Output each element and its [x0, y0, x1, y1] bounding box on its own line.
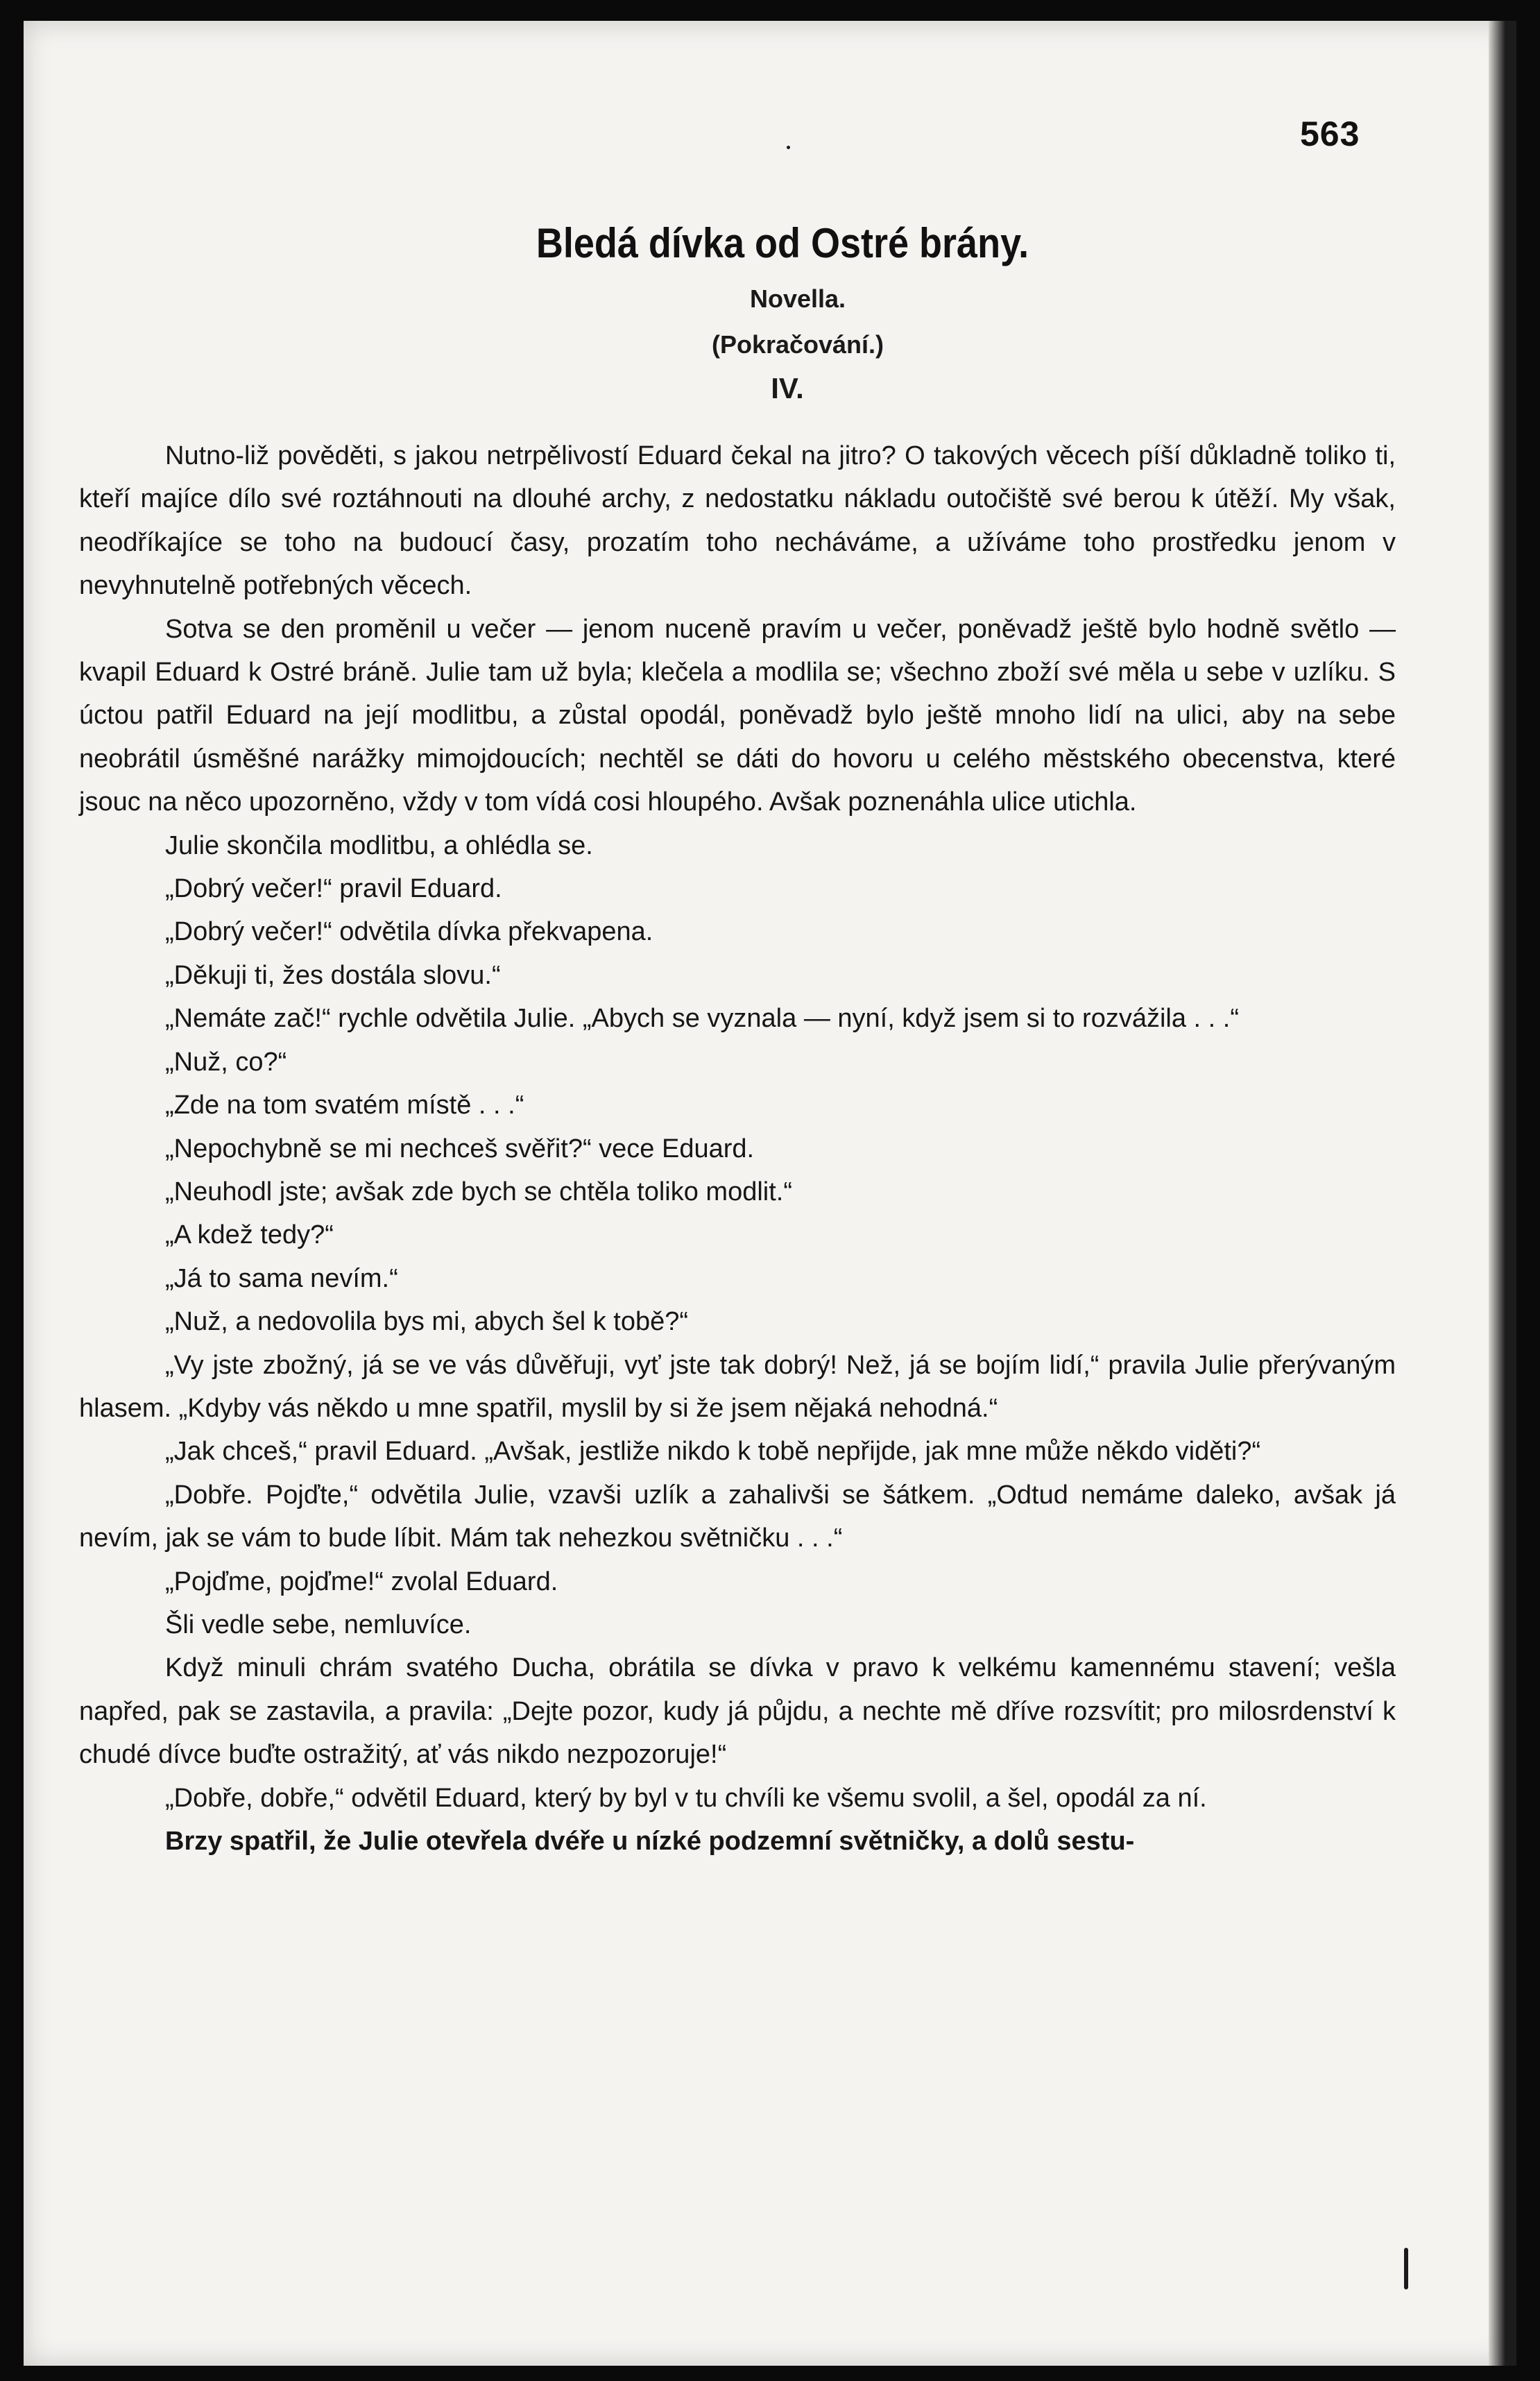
chapter-heading: IV.: [771, 372, 804, 404]
scan-speck: [1404, 2248, 1408, 2289]
paragraph-15: „Vy jste zbožný, já se ve vás důvěřuji, vyť jste tak dobrý! Než, já se bojím lidí,“ pravila Julie přerývaným hlasem. „Kdyby vás někdo u mne spatřil, myslil by si že jsem nějaká nehodná.“: [79, 1350, 1396, 1423]
paragraph-3: Julie skončila modlitbu, a ohlédla se.: [165, 830, 593, 860]
page-number: 563: [1300, 114, 1360, 153]
paragraph-5: „Dobrý večer!“ odvětila dívka překvapena.: [165, 917, 653, 947]
paragraph-18: „Pojďme, pojďme!“ zvolal Eduard.: [165, 1567, 558, 1596]
paragraph-10: „Nepochybně se mi nechceš svěřit?“ vece Eduard.: [165, 1134, 755, 1163]
paragraph-8: „Nuž, co?“: [165, 1047, 287, 1077]
paragraph-11: „Neuhodl jste; avšak zde bych se chtěla toliko modlit.“: [165, 1177, 792, 1206]
paragraph-12: „A kdež tedy?“: [165, 1220, 334, 1250]
book-page: [24, 21, 1516, 2366]
paragraph-2: Sotva se den proměnil u večer — jenom nuceně pravím u večer, poněvadž ještě bylo hodně světlo — kvapil Eduard k Ostré bráně. Julie tam už byla; klečela a modlila se; všechno zboží své měla u sebe v uzlíku. S úctou patřil Eduard na její modlitbu, a zůstal opodál, poněvadž bylo ještě mnoho lidí na ulici, aby na sebe neobrátil úsměšné narážky mimojdoucích; nechtěl se dáti do hovoru u celého městského obecenstva, které jsouc na něco upozorněno, vždy v tom vídá cosi hloupého. Avšak poznenáhla ulice utichla.: [79, 614, 1396, 817]
paragraph-19: Šli vedle sebe, nemluvíce.: [165, 1610, 472, 1639]
paragraph-21: „Dobře, dobře,“ odvětil Eduard, který by byl v tu chvíli ke všemu svolil, a šel, opodál za ní.: [165, 1783, 1207, 1813]
scan-speck: [787, 146, 790, 149]
paragraph-7: „Nemáte zač!“ rychle odvětila Julie. „Abych se vyznala — nyní, když jsem si to rozvážila . . .“: [165, 1004, 1239, 1034]
continuation-note: (Pokračování.): [711, 330, 884, 359]
paragraph-6: „Děkuji ti, žes dostála slovu.“: [165, 960, 501, 990]
paragraph-9: „Zde na tom svatém místě . . .“: [165, 1091, 524, 1120]
paragraph-14: „Nuž, a nedovolila bys mi, abych šel k tobě?“: [165, 1307, 689, 1337]
paragraph-13: „Já to sama nevím.“: [165, 1263, 398, 1293]
paragraph-1: Nutno-liž pověděti, s jakou netrpělivostí Eduard čekal na jitro? O takových věcech píší důkladně toliko ti, kteří majíce dílo své roztáhnouti na dlouhé archy, z nedostatku nákladu outočiště své berou k útěží. My však, neodříkajíce se toho na budoucí časy, prozatím toho necháváme, a užíváme toho prostředku jenom v nevyhnutelně potřebných věcech.: [79, 441, 1396, 601]
story-title: Bledá dívka od Ostré brány.: [536, 220, 1029, 266]
body-text: [79, 434, 1396, 1863]
paragraph-4: „Dobrý večer!“ pravil Eduard.: [165, 874, 502, 904]
paragraph-16: „Jak chceš,“ pravil Eduard. „Avšak, jestliže nikdo k tobě nepřijde, jak mne může někdo viděti?“: [165, 1437, 1261, 1467]
story-genre: Novella.: [749, 284, 846, 313]
paragraph-20: Když minuli chrám svatého Ducha, obrátila se dívka v pravo k velkému kamennému stavení; vešla napřed, pak se zastavila, a pravila: „Dejte pozor, kudy já půjdu, a nechte mě dříve rozsvítit; pro milosrdenství k chudé dívce buďte ostražitý, ať vás nikdo nezpozoruje!“: [79, 1653, 1396, 1770]
paragraph-17: „Dobře. Pojďte,“ odvětila Julie, vzavši uzlík a zahalivši se šátkem. „Odtud nemáme daleko, avšak já nevím, jak se vám to bude líbit. Mám tak nehezkou světničku . . .“: [79, 1480, 1396, 1553]
paragraph-22: Brzy spatřil, že Julie otevřela dvéře u nízké podzemní světničky, a dolů sestu-: [165, 1827, 1135, 1856]
